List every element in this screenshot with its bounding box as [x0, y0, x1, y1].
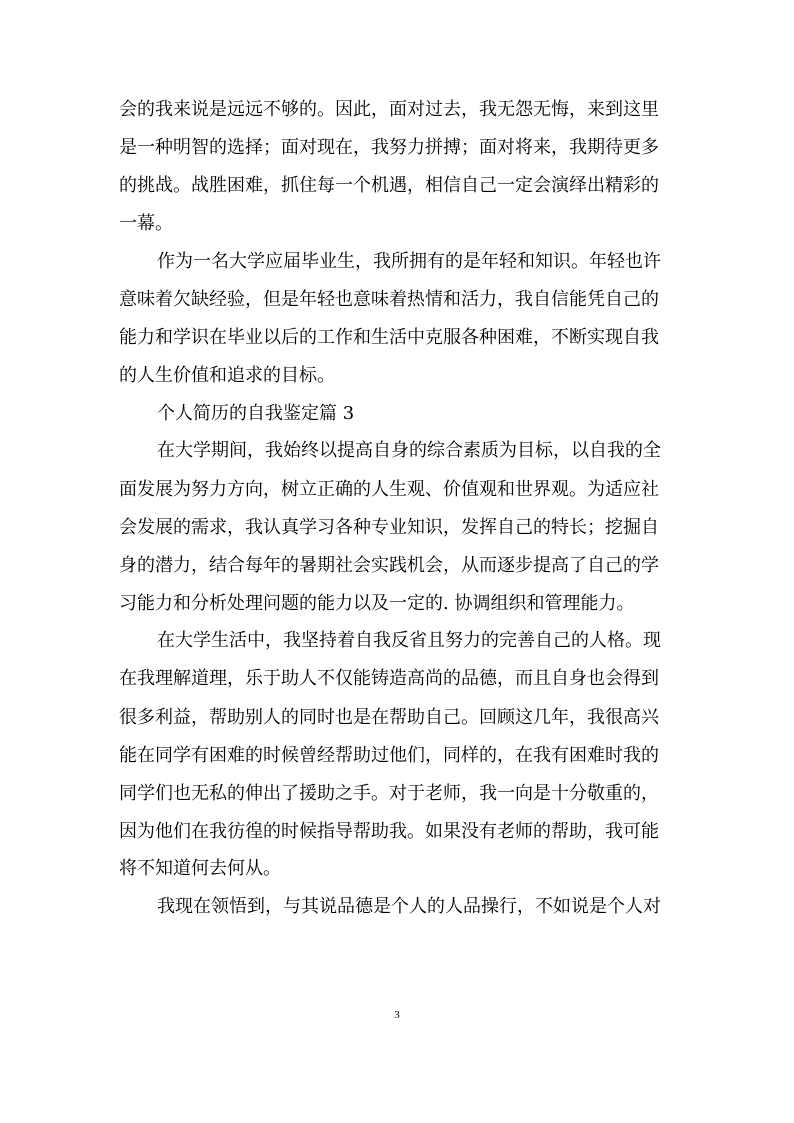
text-line: 是一种明智的选择；面对现在，我努力拼搏；面对将来，我期待更多 — [119, 137, 659, 158]
text-line: 的挑战。战胜困难，抓住每一个机遇，相信自己一定会演绎出精彩的 — [119, 175, 659, 196]
text-line: 习能力和分析处理问题的能力以及一定的. 协调组织和管理能力。 — [119, 593, 635, 614]
text-line: 会发展的需求，我认真学习各种专业知识，发挥自己的特长；挖掘自 — [119, 517, 659, 538]
text-line: 会的我来说是远远不够的。因此，面对过去，我无怨无悔，来到这里 — [119, 99, 659, 120]
text-line: 我现在领悟到，与其说品德是个人的人品操行，不如说是个人对 — [157, 896, 661, 917]
text-line: 能力和学识在毕业以后的工作和生活中克服各种困难，不断实现自我 — [119, 327, 659, 348]
section-heading: 个人简历的自我鉴定篇 3 — [157, 403, 355, 424]
text-line: 在大学期间，我始终以提高自身的综合素质为目标，以自我的全 — [157, 440, 661, 461]
text-line: 很多利益，帮助别人的同时也是在帮助自己。回顾这几年，我很高兴 — [119, 707, 659, 728]
text-line: 面发展为努力方向，树立正确的人生观、价值观和世界观。为适应社 — [119, 479, 659, 500]
text-line: 能在同学有困难的时候曾经帮助过他们，同样的，在我有困难时我的 — [119, 745, 659, 766]
text-line: 将不知道何去何从。 — [119, 858, 281, 879]
text-line: 身的潜力，结合每年的暑期社会实践机会，从而逐步提高了自己的学 — [119, 555, 659, 576]
text-line: 在大学生活中，我坚持着自我反省且努力的完善自己的人格。现 — [157, 630, 661, 651]
text-line: 同学们也无私的伸出了援助之手。对于老师，我一向是十分敬重的， — [119, 783, 659, 804]
text-line: 作为一名大学应届毕业生，我所拥有的是年轻和知识。年轻也许 — [157, 251, 661, 272]
text-line: 一幕。 — [119, 213, 173, 234]
page-number: 3 — [394, 1009, 400, 1021]
text-line: 因为他们在我彷徨的时候指导帮助我。如果没有老师的帮助，我可能 — [119, 821, 659, 842]
text-line: 的人生价值和追求的目标。 — [119, 365, 335, 386]
text-line: 意味着欠缺经验，但是年轻也意味着热情和活力，我自信能凭自己的 — [119, 289, 659, 310]
text-line: 在我理解道理，乐于助人不仅能铸造高尚的品德，而且自身也会得到 — [119, 668, 659, 689]
